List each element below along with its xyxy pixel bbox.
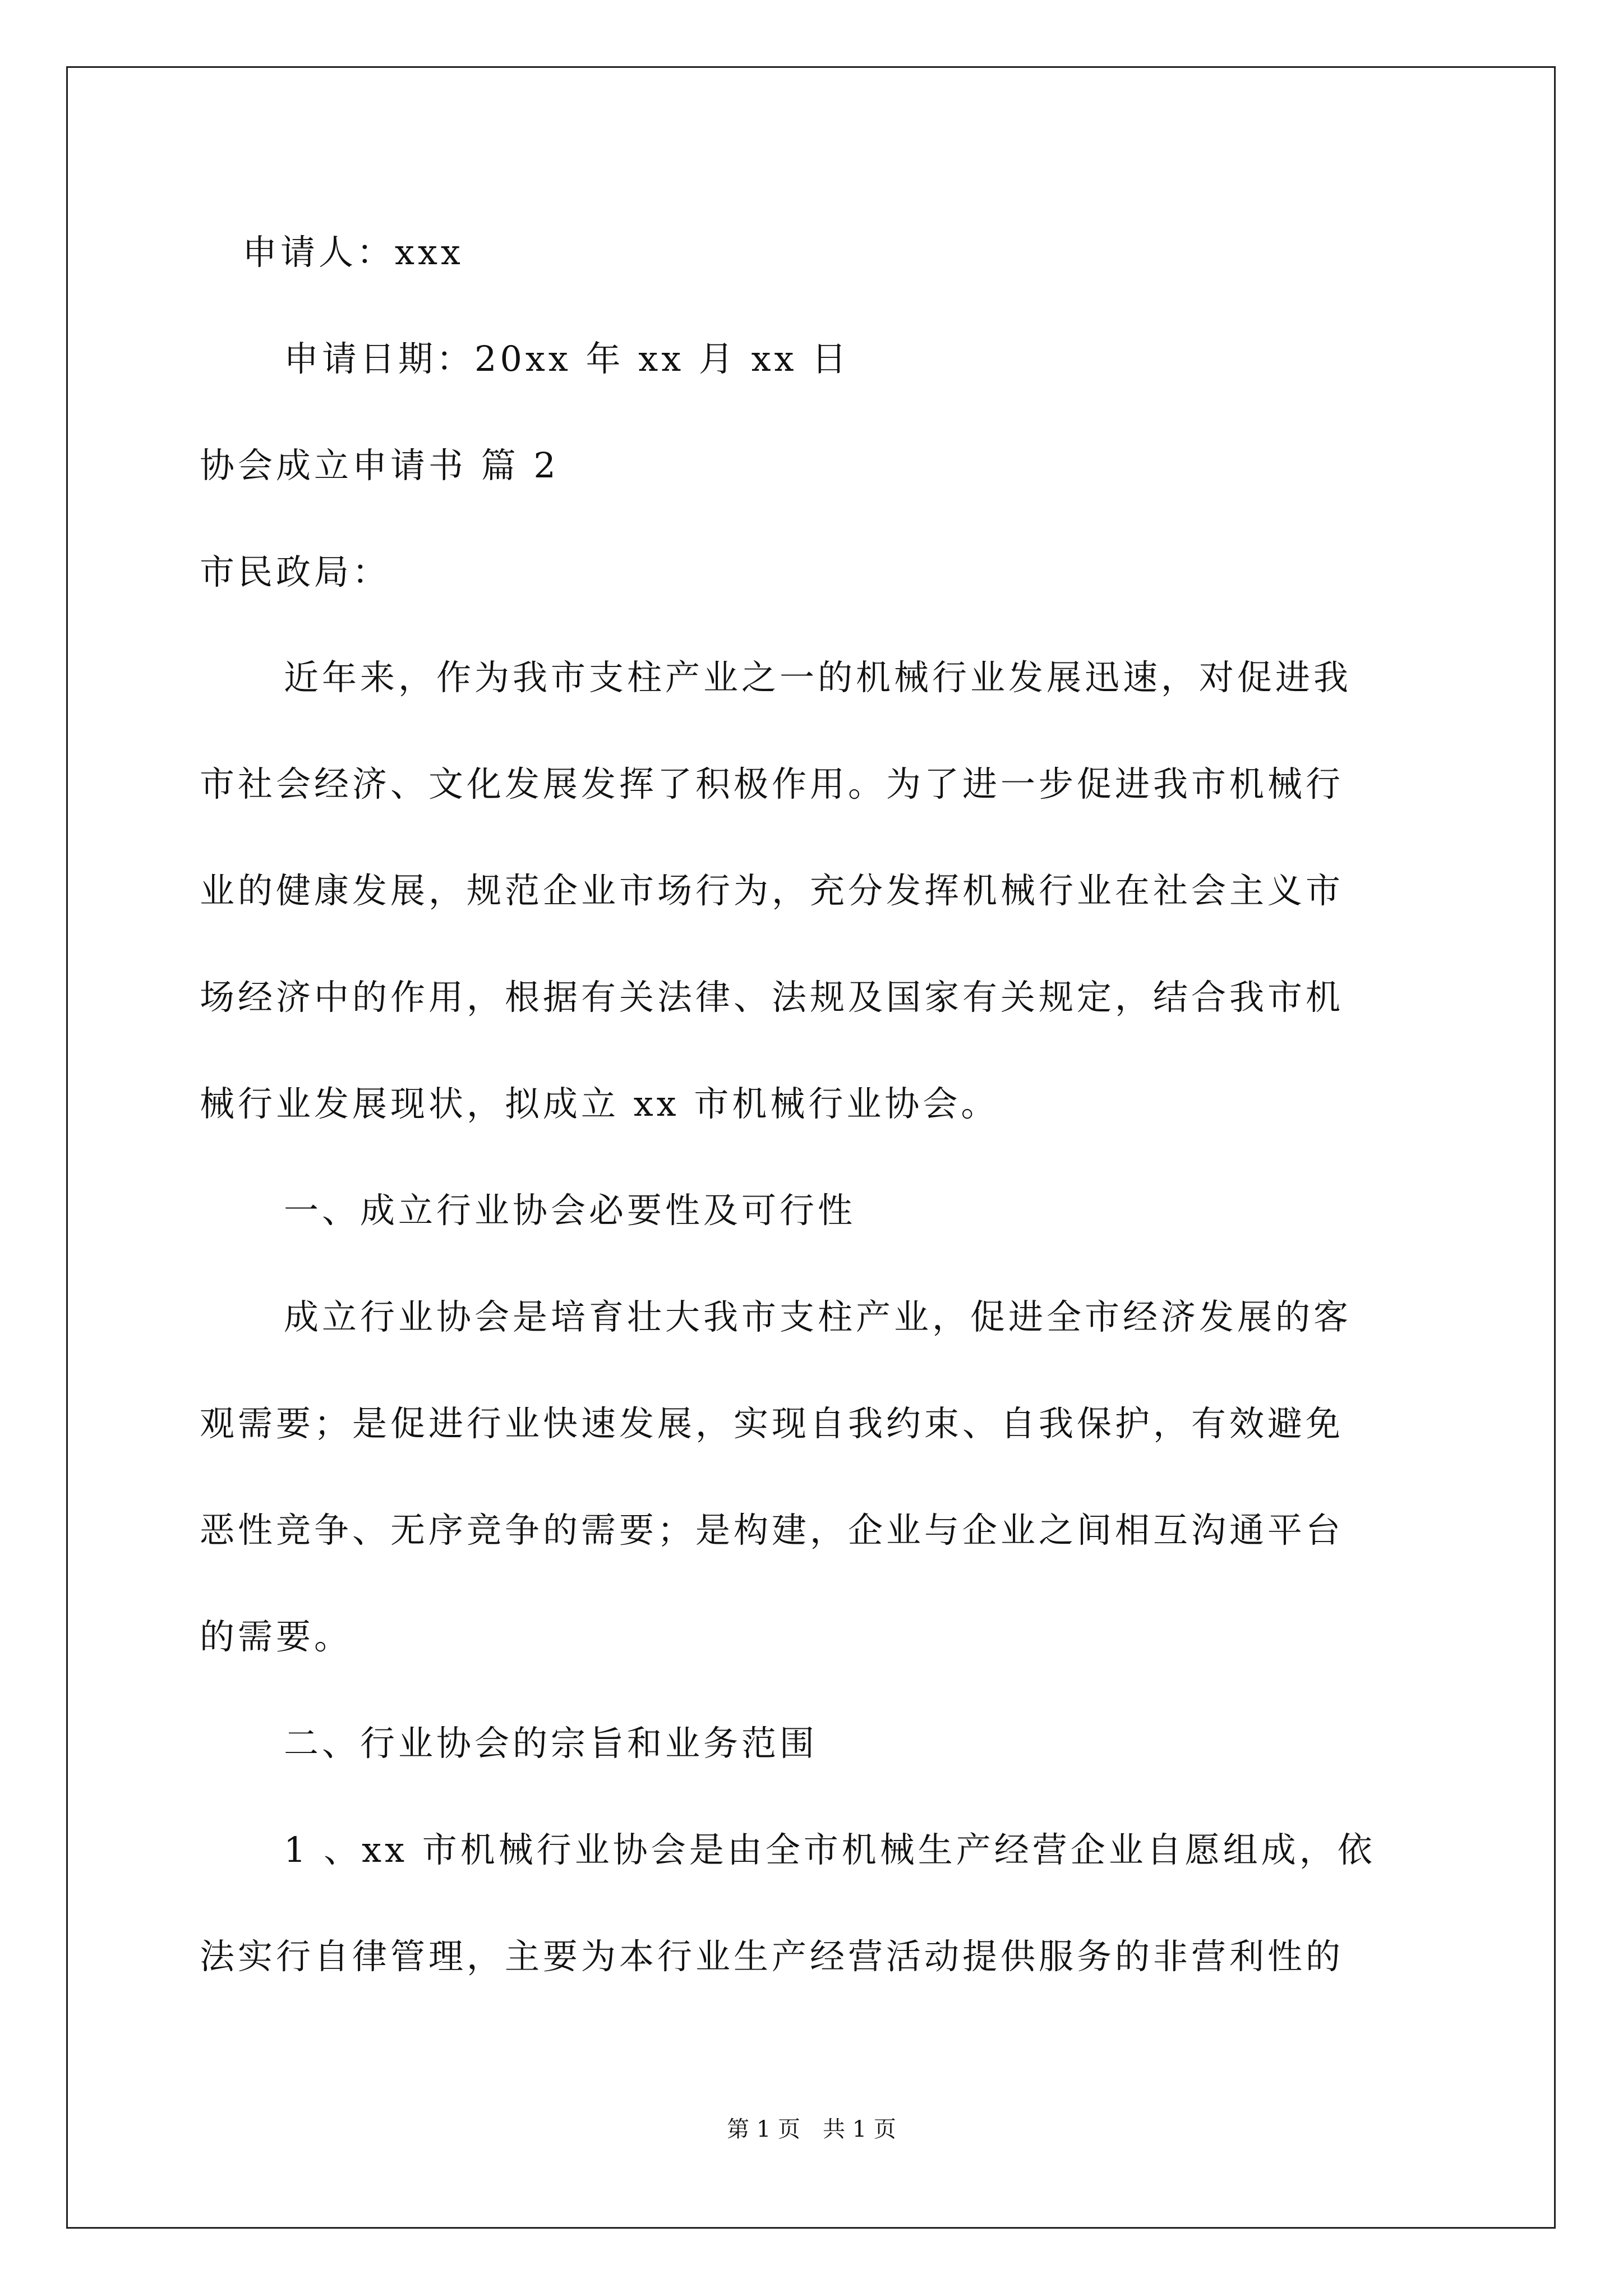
paragraph-line: 成立行业协会是培育壮大我市支柱产业，促进全市经济发展的客 bbox=[284, 1296, 1352, 1337]
paragraph-line: 观需要；是促进行业快速发展，实现自我约束、自我保护，有效避免 bbox=[200, 1403, 1344, 1444]
heading-purpose-scope: 二、行业协会的宗旨和业务范围 bbox=[284, 1723, 818, 1764]
paragraph-line: 1 、xx 市机械行业协会是由全市机械生产经营企业自愿组成，依 bbox=[284, 1829, 1376, 1870]
page-border bbox=[66, 66, 1556, 2229]
page-number: 第 1 页 共 1 页 bbox=[727, 2116, 896, 2142]
applicant-line: 申请人：xxx bbox=[242, 232, 464, 273]
paragraph-line: 业的健康发展，规范企业市场行为，充分发挥机械行业在社会主义市 bbox=[200, 870, 1344, 911]
paragraph-line: 法实行自律管理，主要为本行业生产经营活动提供服务的非营利性的 bbox=[200, 1936, 1344, 1977]
paragraph-line: 场经济中的作用，根据有关法律、法规及国家有关规定，结合我市机 bbox=[200, 977, 1344, 1018]
paragraph-line: 恶性竞争、无序竞争的需要；是构建，企业与企业之间相互沟通平台 bbox=[200, 1510, 1344, 1550]
paragraph-line: 的需要。 bbox=[200, 1616, 353, 1657]
paragraph-line: 械行业发展现状，拟成立 xx 市机械行业协会。 bbox=[200, 1083, 999, 1124]
salutation: 市民政局： bbox=[200, 551, 391, 592]
heading-necessity: 一、成立行业协会必要性及可行性 bbox=[284, 1190, 856, 1231]
paragraph-line: 市社会经济、文化发展发挥了积极作用。为了进一步促进我市机械行 bbox=[200, 763, 1344, 804]
section-title: 协会成立申请书 篇 2 bbox=[200, 445, 559, 486]
application-date-line: 申请日期：20xx 年 xx 月 xx 日 bbox=[284, 338, 850, 379]
paragraph-line: 近年来，作为我市支柱产业之一的机械行业发展迅速，对促进我 bbox=[284, 657, 1352, 698]
